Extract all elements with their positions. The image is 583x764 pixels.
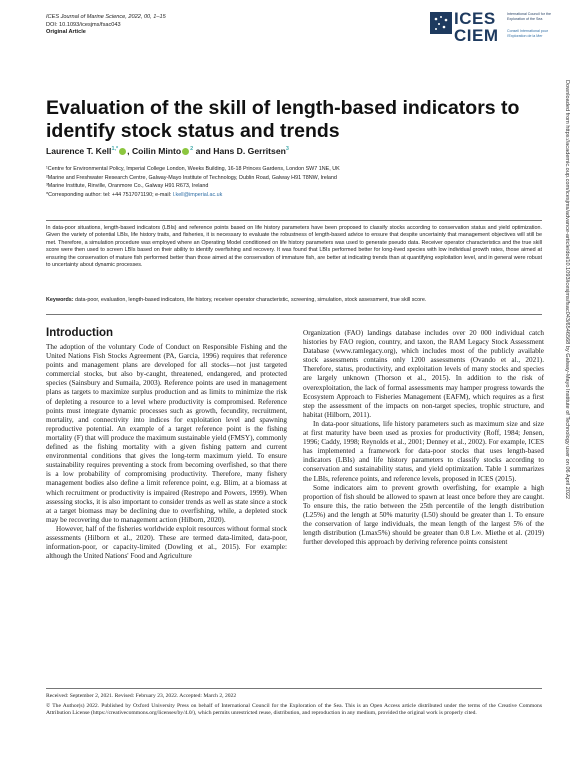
logo-ices: ICES (454, 9, 496, 28)
author-name[interactable]: Laurence T. Kell (46, 146, 112, 156)
article-dates: Received: September 2, 2021. Revised: February 23, 2022. Accepted: March 2, 2022 (46, 693, 237, 699)
affiliation: ¹Centre for Environmental Policy, Imperial College London, Weeks Building, 16-18 Princes Gardens, London SW7 1NE, UK (46, 166, 340, 172)
corresponding-author-prefix: *Corresponding author: tel: +44 7517071190; e-mail: (46, 191, 173, 198)
doi[interactable]: DOI: 10.1093/icesjms/fsac043 (46, 21, 121, 28)
author-affiliation-marker: 1,* (111, 146, 119, 153)
affiliation: ³Marine Institute, Rinville, Oranmore Co., Galway H91 R673, Ireland (46, 183, 209, 190)
body-column-left (46, 343, 287, 561)
download-watermark (560, 80, 570, 650)
journal-header (46, 14, 166, 37)
ices-ciem-logo (430, 11, 550, 45)
paragraph: Organization (FAO) landings database includes over 20 000 individual catch histories by FAO region, country, and taxon, the RAM Legacy Stock Assessment Database (www.ramlegacy.org), which includes most of the publicly available stock assessments contains only 1200 assessments (Ovando et al., 2021). Therefore, status, productivity, and exploitation levels of many stocks and species are largely unknown (Thorson et al., 2015). In addition to the risk of overexploitation, the lack of formal assessments may hamper progress towards the Ecosystem Approach to Fisheries Management (EAFM), which requires as a first step the assessment of the impacts on non-target species, trophic structure, and habitat (Hilborn, 2011). (303, 329, 544, 419)
logo-french-name: Conseil International pour l'Exploration de la Mer (507, 29, 548, 38)
divider (46, 688, 542, 689)
body-column-right (303, 329, 544, 547)
corresponding-email-link[interactable]: l.kell@imperial.ac.uk (172, 191, 223, 198)
article-type: Original Article (46, 29, 86, 36)
paragraph: Some indicators aim to prevent growth overfishing, for example a high proportion of fish should be allowed to spawn at least once before they are caught. To ensure this, the ratio between the 25th percentile of the length distribution (L25%) and the length at 50% maturity (L50) should be greater than 1. To ensure the conservation of large individuals, the mean length of the largest 5% of the length distribution (Lmax5%) should be greater than 0.8 L∞. Miethe et al. (2019) further developed this approach by deriving reference points consistent (303, 483, 544, 547)
affiliations (46, 165, 546, 199)
keywords-text: data-poor, evaluation, length-based indicators, life history, receiver operator characteristic, screening, simulation, stock assessment, true skill score. (73, 297, 427, 303)
corresponding-author (46, 191, 546, 200)
ices-star-logo-icon (430, 12, 452, 34)
logo-ciem: CIEM (454, 26, 499, 45)
paragraph: In data-poor situations, life history parameters such as maximum size and size at first maturity have been used as proxies for productivity (Roff, 1984; Jensen, 1996; Caddy, 1998; Reynolds et al., 2001; Denney et al., 2002). For example, ICES has implemented a framework for data-poor stocks that uses length-based indicators (LBIs) and life history parameters to classify stocks according to conservation and sustainability status, and yield optimization. Table 1 summarizes the LBIs, reference points, and reference levels, proposed in ICES (2015). (303, 419, 544, 483)
author-affiliation-marker: 2 (190, 146, 194, 153)
author-separator: , (127, 146, 132, 156)
author-separator: and (193, 146, 214, 156)
section-heading: Introduction (46, 327, 114, 339)
keywords (46, 297, 546, 304)
author-affiliation-marker: 3 (285, 146, 289, 153)
affiliation: ²Marine and Freshwater Research Centre, Galway-Mayo Institute of Technology, Dublin Road, Galway H91 T8NW, Ireland (46, 174, 337, 181)
author-name[interactable]: Hans D. Gerritsen (213, 146, 286, 156)
orcid-icon[interactable] (119, 148, 126, 155)
divider (46, 220, 542, 221)
author-list (46, 146, 289, 156)
journal-citation: ICES Journal of Marine Science, 2022, 00, 1–15 (46, 14, 166, 20)
paragraph: However, half of the fisheries worldwide exploit resources without formal stock assessments (Hilborn et al., 2020). These are termed data-limited, data-poor, information-poor, or capacity-limited (Dowling et al., 2015). For example: although the United Nations' Food and Agriculture (46, 524, 287, 561)
article-title: Evaluation of the skill of length-based indicators to identify stock status and trends (46, 97, 520, 142)
divider (46, 314, 542, 315)
keywords-label: Keywords: (46, 297, 74, 303)
orcid-icon[interactable] (182, 148, 189, 155)
license-notice: © The Author(s) 2022. Published by Oxford University Press on behalf of International Council for the Exploration of the Sea. This is an Open Access article distributed under the terms of the Creative Commons Attribution License (https://creativecommons.org/licenses/by/4.0/), which permits unrestricted reuse, distribution, and reproduction in any medium, provided the original work is properly cited. (46, 703, 542, 717)
paragraph: The adoption of the voluntary Code of Conduct on Responsible Fishing and the United Nations Fish Stocks Agreement (PA, Garcia, 1996) requires that reference points and management plans are developed for all stocks—not just targeted commercial stocks, but also by-caught, threatened, endangered, and protected species (Sainsbury and Sumaila, 2003). Reference points are used in management plans as targets to maximize surplus production and as limits to minimize the risk of depleting a resource to a level where productivity is compromised. Reference points must integrate dynamic processes such as growth, fecundity, recruitment, mortality, and connectivity into indices for exploitation level and spawning reproductive potential. An example of a target reference point is the fishing mortality (F) that will produce the maximum sustainable yield (FMSY), commonly defined as the fishing mortality with a given fishing pattern and current environmental conditions that gives the long-term maximum yield. To ensure sustainability requires preventing a stock from becoming overfished, so that there is a low probability of compromising productivity. Therefore, many fishery management bodies also define a limit reference point, e.g. Blim, at a biomass at which recruitment or productivity is impaired (Restrepo and Powers, 1999). When assessing stocks, it is also important to consider trends as well as state since a stock at a target biomass may be declining due to overfishing, while, a depleted stock may be recovering due to management action (Hilborn, 2020). (46, 343, 287, 524)
author-name[interactable]: Coilin Minto (131, 146, 182, 156)
download-note: Downloaded from https://academic.oup.com/icesjms/advance-article/doi/10.1093/icesjms/fsac043/6546568 by Galway-Mayo Institute of Technology user on 06 April 2022 (564, 80, 570, 500)
abstract: In data-poor situations, length-based indicators (LBIs) and reference points based on life history parameters have been proposed to classify stocks according to conservation status and yield optimization. Given the variety of potential LBIs, life history traits, and fisheries, it is necessary to evaluate the robustness of length-based advice to ensure that despite uncertainty that management objectives will still be met. Therefore, a simulation procedure was employed where an Operating Model conditioned on life history parameters was used to generate pseudo data. Receiver operator characteristics and the true skill score were then used to screen LBIs based on their ability to identify overfishing and recovery. It was found that LBIs performed better for long-lived species with low individual growth rates, those aimed at ensuring the conservation of mature fish performed better than those aimed at the conservation of immature fish, are better at indicating trends than at quantifying exploitation level, and in general were robust to uncertainty about dynamic processes. (46, 225, 542, 269)
logo-english-name: International Council for the Exploration of the Sea (507, 12, 551, 21)
